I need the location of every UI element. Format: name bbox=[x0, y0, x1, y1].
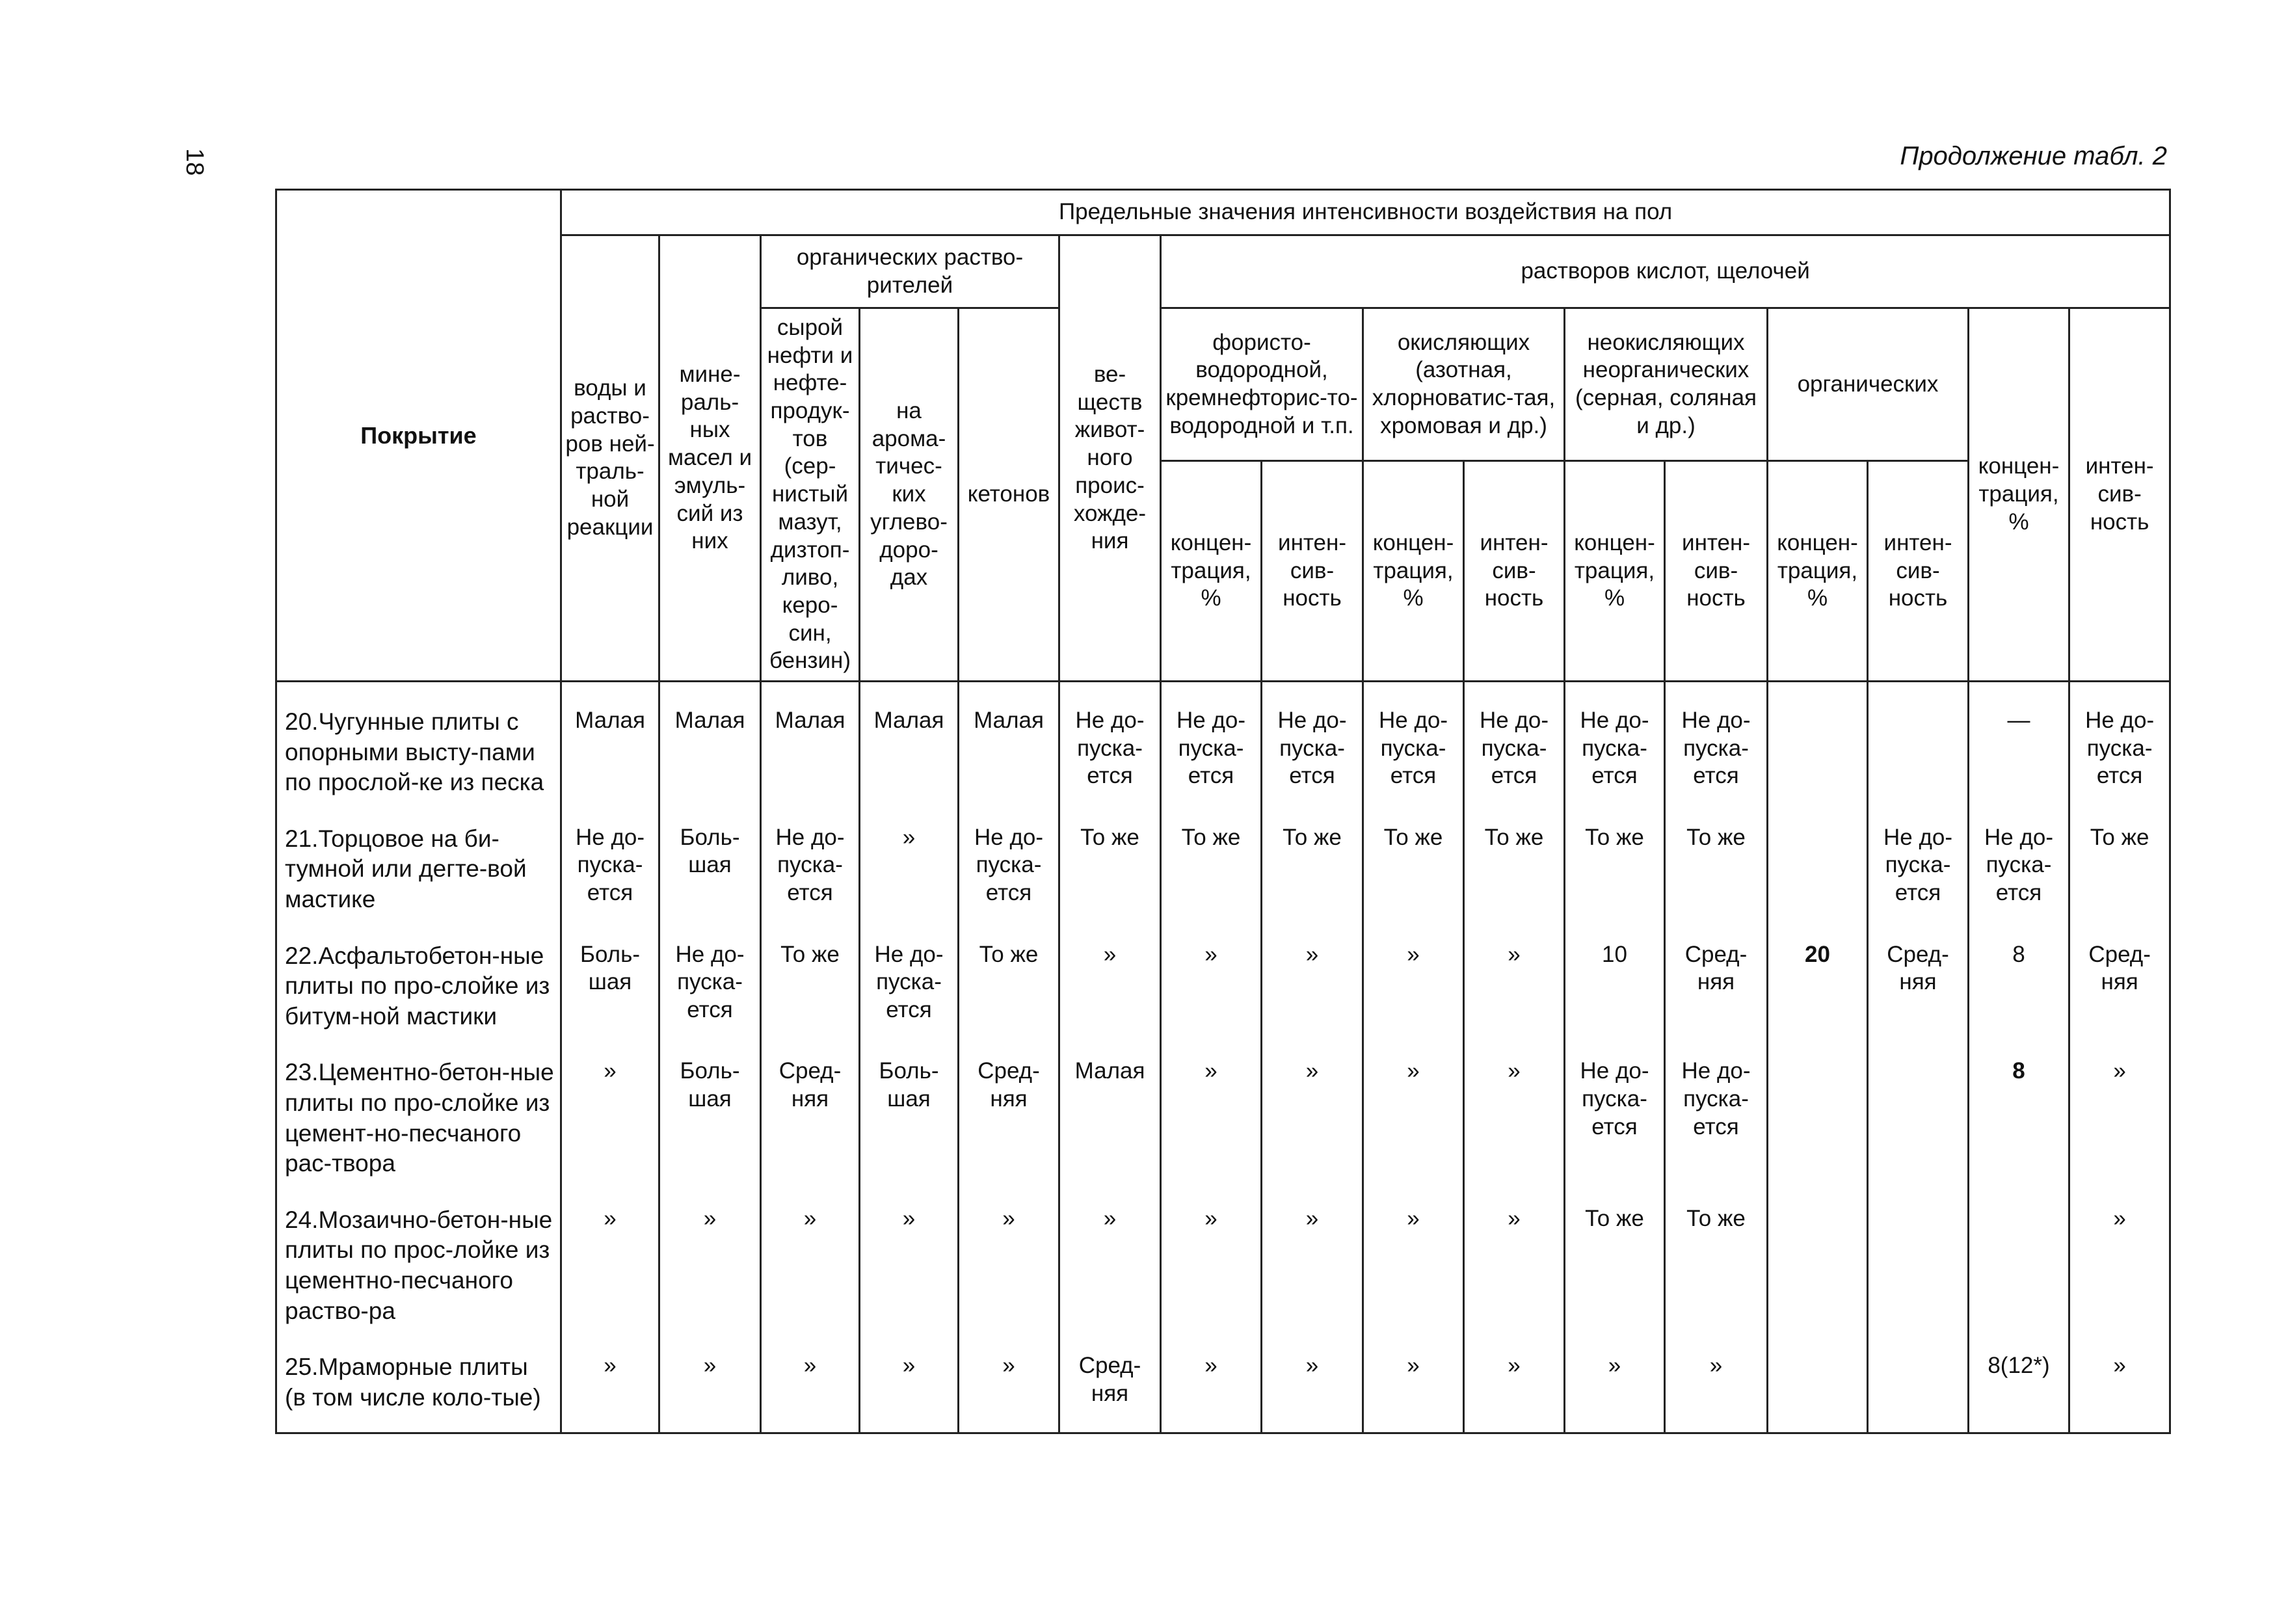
row-name: 20.Чугунные плиты с опорными высту-пами по прослой-ке из песка bbox=[276, 681, 561, 806]
table-cell: » bbox=[1262, 924, 1363, 1041]
table-cell: » bbox=[1665, 1335, 1768, 1433]
page-number: 18 bbox=[181, 148, 208, 176]
table-cell: » bbox=[1262, 1188, 1363, 1335]
table-cell: Не до-пуска-ется bbox=[1464, 681, 1565, 806]
header-conc: концен-трация, % bbox=[1161, 461, 1262, 682]
table-cell: » bbox=[1464, 1041, 1565, 1188]
table-row bbox=[276, 1335, 2170, 1433]
table-cell: То же bbox=[1665, 1188, 1768, 1335]
table-cell: » bbox=[1059, 1188, 1161, 1335]
table-cell: Не до-пуска-ется bbox=[860, 924, 959, 1041]
header-conc: концен-трация, % bbox=[1969, 308, 2069, 682]
table-cell: » bbox=[1059, 924, 1161, 1041]
table-cell: Боль-шая bbox=[860, 1041, 959, 1188]
table-cell bbox=[1768, 681, 1868, 806]
table-cell: Малая bbox=[561, 681, 659, 806]
table-cell: » bbox=[561, 1041, 659, 1188]
table-cell: » bbox=[1161, 1041, 1262, 1188]
table-cell: » bbox=[561, 1188, 659, 1335]
table-cell: 20 bbox=[1768, 924, 1868, 1041]
table-cell bbox=[1768, 1188, 1868, 1335]
header-conc: концен-трация, % bbox=[1363, 461, 1464, 682]
table-cell bbox=[1768, 1335, 1868, 1433]
table-cell: Сред-няя bbox=[1868, 924, 1969, 1041]
table-cell: То же bbox=[2069, 807, 2170, 924]
table-cell: » bbox=[1464, 924, 1565, 1041]
table-cell: Малая bbox=[659, 681, 761, 806]
table-cell: Не до-пуска-ется bbox=[561, 807, 659, 924]
table-cell: Не до-пуска-ется bbox=[1665, 681, 1768, 806]
table-cell: Не до-пуска-ется bbox=[761, 807, 860, 924]
table-cell: Не до-пуска-ется bbox=[1565, 681, 1665, 806]
table-cell: Малая bbox=[761, 681, 860, 806]
header-ketones: кетонов bbox=[959, 308, 1059, 682]
row-name: 24.Мозаично-бетон-ные плиты по прос-лойке из цементно-песчаного раство-ра bbox=[276, 1188, 561, 1335]
table-cell: То же bbox=[1565, 1188, 1665, 1335]
table-cell bbox=[1868, 1335, 1969, 1433]
header-crude: сырой нефти и нефте-продук-тов (сер-нистый мазут, дизтоп-ливо, керо-син, бензин) bbox=[761, 308, 860, 682]
table-cell: » bbox=[659, 1188, 761, 1335]
table-cell: » bbox=[959, 1335, 1059, 1433]
table-cell: » bbox=[2069, 1188, 2170, 1335]
table-cell: » bbox=[1363, 1041, 1464, 1188]
table-cell: Сред-няя bbox=[2069, 924, 2170, 1041]
table-cell bbox=[1868, 1188, 1969, 1335]
header-intens: интен-сив-ность bbox=[1868, 461, 1969, 682]
header-intens: интен-сив-ность bbox=[2069, 308, 2170, 682]
table-cell: 8 bbox=[1969, 1041, 2069, 1188]
table-cell bbox=[1969, 1188, 2069, 1335]
header-aromatic: на арома-тичес-ких углево-доро-дах bbox=[860, 308, 959, 682]
table-cell: » bbox=[1262, 1335, 1363, 1433]
table-row bbox=[276, 1188, 2170, 1335]
table-cell: Не до-пуска-ется bbox=[1868, 807, 1969, 924]
table-cell: — bbox=[1969, 681, 2069, 806]
table-cell: » bbox=[1161, 924, 1262, 1041]
table-cell: Не до-пуска-ется bbox=[1665, 1041, 1768, 1188]
table-row bbox=[276, 807, 2170, 924]
table-cell: Не до-пуска-ется bbox=[959, 807, 1059, 924]
table-cell: То же bbox=[959, 924, 1059, 1041]
header-acids: растворов кислот, щелочей bbox=[1161, 235, 2170, 308]
header-coating: Покрытие bbox=[276, 190, 561, 682]
table-cell: » bbox=[1363, 1188, 1464, 1335]
table-cell: Сред-няя bbox=[1665, 924, 1768, 1041]
header-intens: интен-сив-ность bbox=[1464, 461, 1565, 682]
table-cell: » bbox=[860, 1335, 959, 1433]
table-cell: То же bbox=[1363, 807, 1464, 924]
table-cell: То же bbox=[761, 924, 860, 1041]
table-cell: Боль-шая bbox=[561, 924, 659, 1041]
table-cell: То же bbox=[1565, 807, 1665, 924]
header-intens: интен-сив-ность bbox=[1262, 461, 1363, 682]
table-cell: » bbox=[761, 1188, 860, 1335]
table-cell: Не до-пуска-ется bbox=[1565, 1041, 1665, 1188]
header-conc: концен-трация, % bbox=[1768, 461, 1868, 682]
table-cell: Боль-шая bbox=[659, 1041, 761, 1188]
table-cell: » bbox=[860, 1188, 959, 1335]
row-name: 23.Цементно-бетон-ные плиты по про-слойке из цемент-но-песчаного рас-твора bbox=[276, 1041, 561, 1188]
table-row bbox=[276, 681, 2170, 806]
table-cell: То же bbox=[1161, 807, 1262, 924]
table-cell: » bbox=[1161, 1188, 1262, 1335]
table-row bbox=[276, 1041, 2170, 1188]
table-cell bbox=[1868, 681, 1969, 806]
table-cell: » bbox=[659, 1335, 761, 1433]
header-mineral: мине-раль-ных масел и эмуль-сий из них bbox=[659, 235, 761, 682]
header-animal: ве-ществ живот-ного проис-хожде-ния bbox=[1059, 235, 1161, 682]
table-cell: Не до-пуска-ется bbox=[659, 924, 761, 1041]
row-name: 25.Мраморные плиты (в том числе коло-тые) bbox=[276, 1335, 561, 1433]
table-cell: » bbox=[1161, 1335, 1262, 1433]
table-cell: Малая bbox=[959, 681, 1059, 806]
row-name: 21.Торцовое на би-тумной или дегте-вой мастике bbox=[276, 807, 561, 924]
table-cell: Сред-няя bbox=[1059, 1335, 1161, 1433]
table-cell: Малая bbox=[860, 681, 959, 806]
table-cell: То же bbox=[1059, 807, 1161, 924]
table-cell bbox=[1868, 1041, 1969, 1188]
header-organic-solvents: органических раство-рителей bbox=[761, 235, 1059, 308]
table-cell: » bbox=[860, 807, 959, 924]
table-cell: Не до-пуска-ется bbox=[1363, 681, 1464, 806]
limits-table bbox=[275, 189, 2171, 1434]
table-cell: » bbox=[1363, 924, 1464, 1041]
table-cell: » bbox=[2069, 1041, 2170, 1188]
table-cell: Боль-шая bbox=[659, 807, 761, 924]
header-conc: концен-трация, % bbox=[1565, 461, 1665, 682]
table-cell bbox=[1768, 807, 1868, 924]
header-nonoxidizing: неокисляющих неорганических (серная, соляная и др.) bbox=[1565, 308, 1768, 461]
table-cell: » bbox=[561, 1335, 659, 1433]
table-cell: » bbox=[761, 1335, 860, 1433]
row-name: 22.Асфальтобетон-ные плиты по про-слойке из битум-ной мастики bbox=[276, 924, 561, 1041]
header-organic: органических bbox=[1768, 308, 1969, 461]
table-cell: » bbox=[2069, 1335, 2170, 1433]
table-cell bbox=[1768, 1041, 1868, 1188]
header-water: воды и раство-ров ней-траль-ной реакции bbox=[561, 235, 659, 682]
table-cell: 8 bbox=[1969, 924, 2069, 1041]
table-row bbox=[276, 924, 2170, 1041]
table-cell: Сред-няя bbox=[761, 1041, 860, 1188]
table-cell: 10 bbox=[1565, 924, 1665, 1041]
table-cell: » bbox=[1363, 1335, 1464, 1433]
table-caption: Продолжение табл. 2 bbox=[1900, 142, 2167, 170]
header-hf: фористо-водородной, кремнефторис-то-водородной и т.п. bbox=[1161, 308, 1363, 461]
table-cell: Сред-няя bbox=[959, 1041, 1059, 1188]
table-cell: » bbox=[1565, 1335, 1665, 1433]
table-cell: Не до-пуска-ется bbox=[1262, 681, 1363, 806]
table-cell: То же bbox=[1262, 807, 1363, 924]
table-cell: Не до-пуска-ется bbox=[1969, 807, 2069, 924]
table-cell: Не до-пуска-ется bbox=[1161, 681, 1262, 806]
header-oxidizing: окисляющих (азотная, хлорноватис-тая, хромовая и др.) bbox=[1363, 308, 1565, 461]
table-cell: » bbox=[1262, 1041, 1363, 1188]
table-cell: То же bbox=[1464, 807, 1565, 924]
table-cell: Малая bbox=[1059, 1041, 1161, 1188]
table-cell: То же bbox=[1665, 807, 1768, 924]
table-cell: » bbox=[959, 1188, 1059, 1335]
table-cell: » bbox=[1464, 1188, 1565, 1335]
table-cell: Не до-пуска-ется bbox=[2069, 681, 2170, 806]
table-cell: » bbox=[1464, 1335, 1565, 1433]
header-intens: интен-сив-ность bbox=[1665, 461, 1768, 682]
table-cell: Не до-пуска-ется bbox=[1059, 681, 1161, 806]
header-limit: Предельные значения интенсивности воздействия на пол bbox=[561, 190, 2170, 235]
table-cell: 8(12*) bbox=[1969, 1335, 2069, 1433]
